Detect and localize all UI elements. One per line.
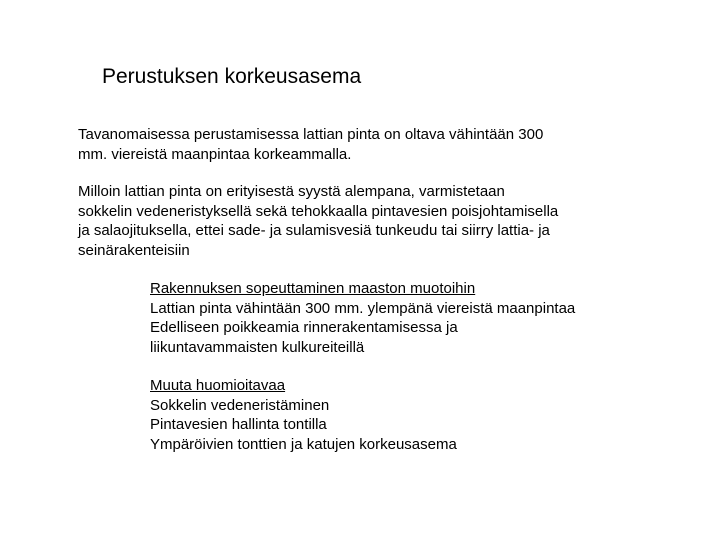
paragraph-line: Tavanomaisessa perustamisessa lattian pinta on oltava vähintään 300 — [78, 126, 544, 143]
section-line: Lattian pinta vähintään 300 mm. ylempänä viereistä maanpintaa — [150, 299, 576, 317]
section-other-considerations — [150, 376, 650, 454]
slide-title: Perustuksen korkeusasema — [102, 65, 362, 88]
paragraph-line: Milloin lattian pinta on erityisestä syystä alempana, varmistetaan — [78, 183, 505, 200]
section-line: Pintavesien hallinta tontilla — [150, 416, 327, 433]
paragraph-line: mm. viereistä maanpintaa korkeammalla. — [78, 145, 352, 163]
section-heading: Rakennuksen sopeuttaminen maaston muotoihin — [150, 280, 476, 297]
paragraph-line: ja salaojituksella, ettei sade- ja sulamisvesiä tunkeudu tai siirry lattia- ja — [78, 222, 550, 239]
paragraph-line: seinärakenteisiin — [78, 241, 190, 259]
section-heading: Muuta huomioitavaa — [150, 377, 286, 394]
paragraph-floor-height — [78, 125, 638, 164]
paragraph-lower-floor — [78, 182, 648, 260]
section-line: liikuntavammaisten kulkureiteillä — [150, 338, 365, 356]
section-terrain-adaptation — [150, 279, 650, 357]
section-line: Edelliseen poikkeamia rinnerakentamisessa ja — [150, 319, 458, 336]
section-line: Sokkelin vedeneristäminen — [150, 396, 330, 414]
paragraph-line: sokkelin vedeneristyksellä sekä tehokkaalla pintavesien poisjohtamisella — [78, 202, 559, 220]
section-line: Ympäröivien tonttien ja katujen korkeusasema — [150, 435, 457, 453]
